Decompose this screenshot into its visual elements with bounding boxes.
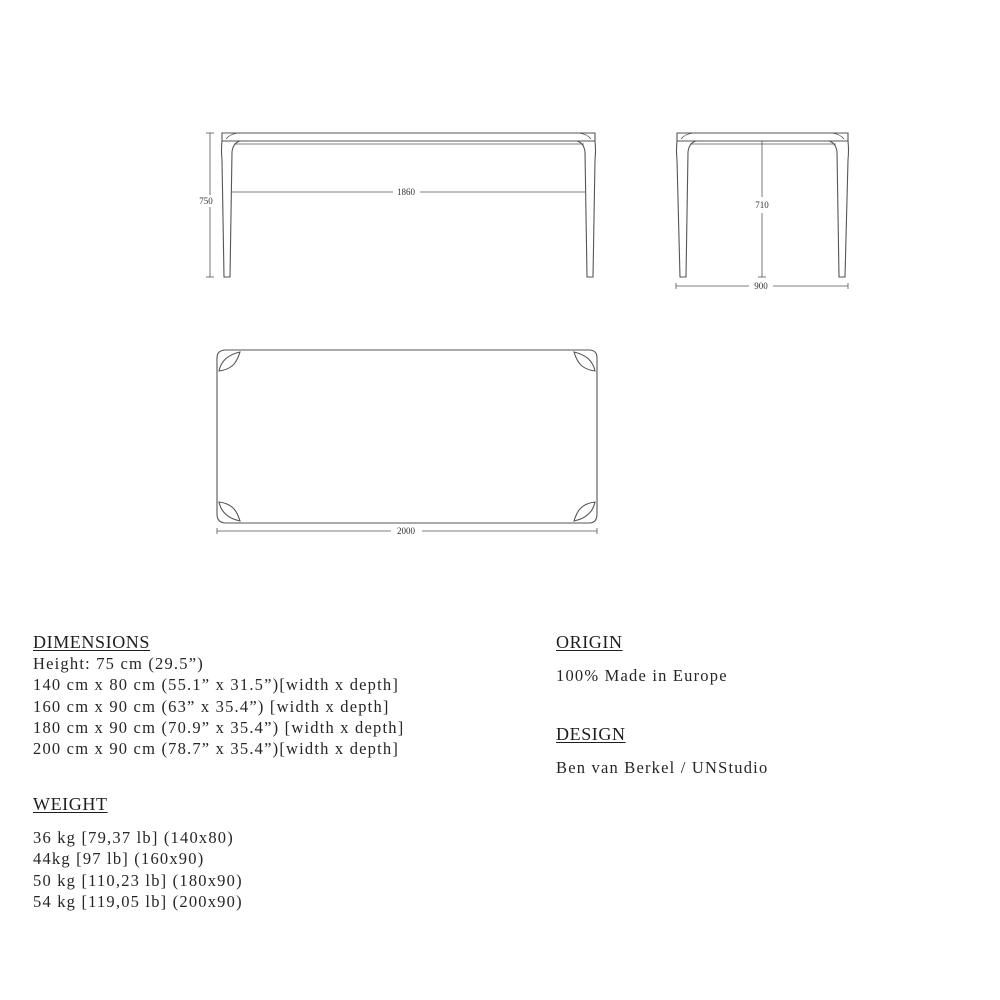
origin-heading: ORIGIN — [556, 632, 623, 652]
top-leg-corner-br — [574, 502, 595, 521]
dimensions-heading: DIMENSIONS — [33, 632, 151, 652]
weight-list — [33, 827, 243, 912]
top-leg-corner-tl — [219, 352, 240, 371]
side-left-leg — [677, 141, 697, 277]
side-elevation-drawing — [676, 133, 849, 289]
front-left-leg — [222, 141, 241, 277]
top-tabletop-outline — [217, 350, 597, 523]
front-right-leg — [577, 141, 596, 277]
dimensions-height-line: Height: 75 cm (29.5”) — [33, 654, 204, 673]
front-width-label: 1860 — [397, 187, 415, 197]
front-tabletop — [222, 133, 595, 141]
designer-text: Ben van Berkel / UNStudio — [556, 758, 769, 777]
side-tabletop — [677, 133, 848, 141]
weight-line: 44kg [97 lb] (160x90) — [33, 849, 205, 869]
top-leg-corner-bl — [219, 502, 240, 521]
dimensions-size-line: 140 cm x 80 cm (55.1” x 31.5”)[width x depth] — [33, 675, 400, 695]
front-height-label: 750 — [199, 196, 213, 206]
origin-section — [556, 631, 728, 686]
dimensions-size-line: 160 cm x 90 cm (63” x 35.4”) [width x depth] — [33, 696, 390, 716]
side-height-label: 710 — [755, 200, 769, 210]
top-length-label: 2000 — [397, 526, 415, 536]
weight-line: 36 kg [79,37 lb] (140x80) — [33, 828, 234, 847]
dimensions-section — [33, 631, 404, 759]
design-heading: DESIGN — [556, 724, 626, 744]
weight-heading: WEIGHT — [33, 794, 108, 814]
side-right-leg — [829, 141, 849, 277]
dimensions-list — [33, 653, 404, 759]
design-section — [556, 723, 768, 778]
dimensions-size-line: 180 cm x 90 cm (70.9” x 35.4”) [width x depth] — [33, 717, 405, 737]
weight-line: 50 kg [110,23 lb] (180x90) — [33, 870, 243, 890]
front-elevation-drawing — [206, 133, 596, 277]
weight-line: 54 kg [119,05 lb] (200x90) — [33, 891, 243, 911]
origin-text: 100% Made in Europe — [556, 666, 728, 685]
side-width-label: 900 — [754, 281, 768, 291]
top-leg-corner-tr — [574, 352, 595, 371]
dimensions-size-line: 200 cm x 90 cm (78.7” x 35.4”)[width x depth] — [33, 739, 400, 759]
top-view-drawing — [217, 350, 597, 534]
weight-section — [33, 793, 243, 912]
